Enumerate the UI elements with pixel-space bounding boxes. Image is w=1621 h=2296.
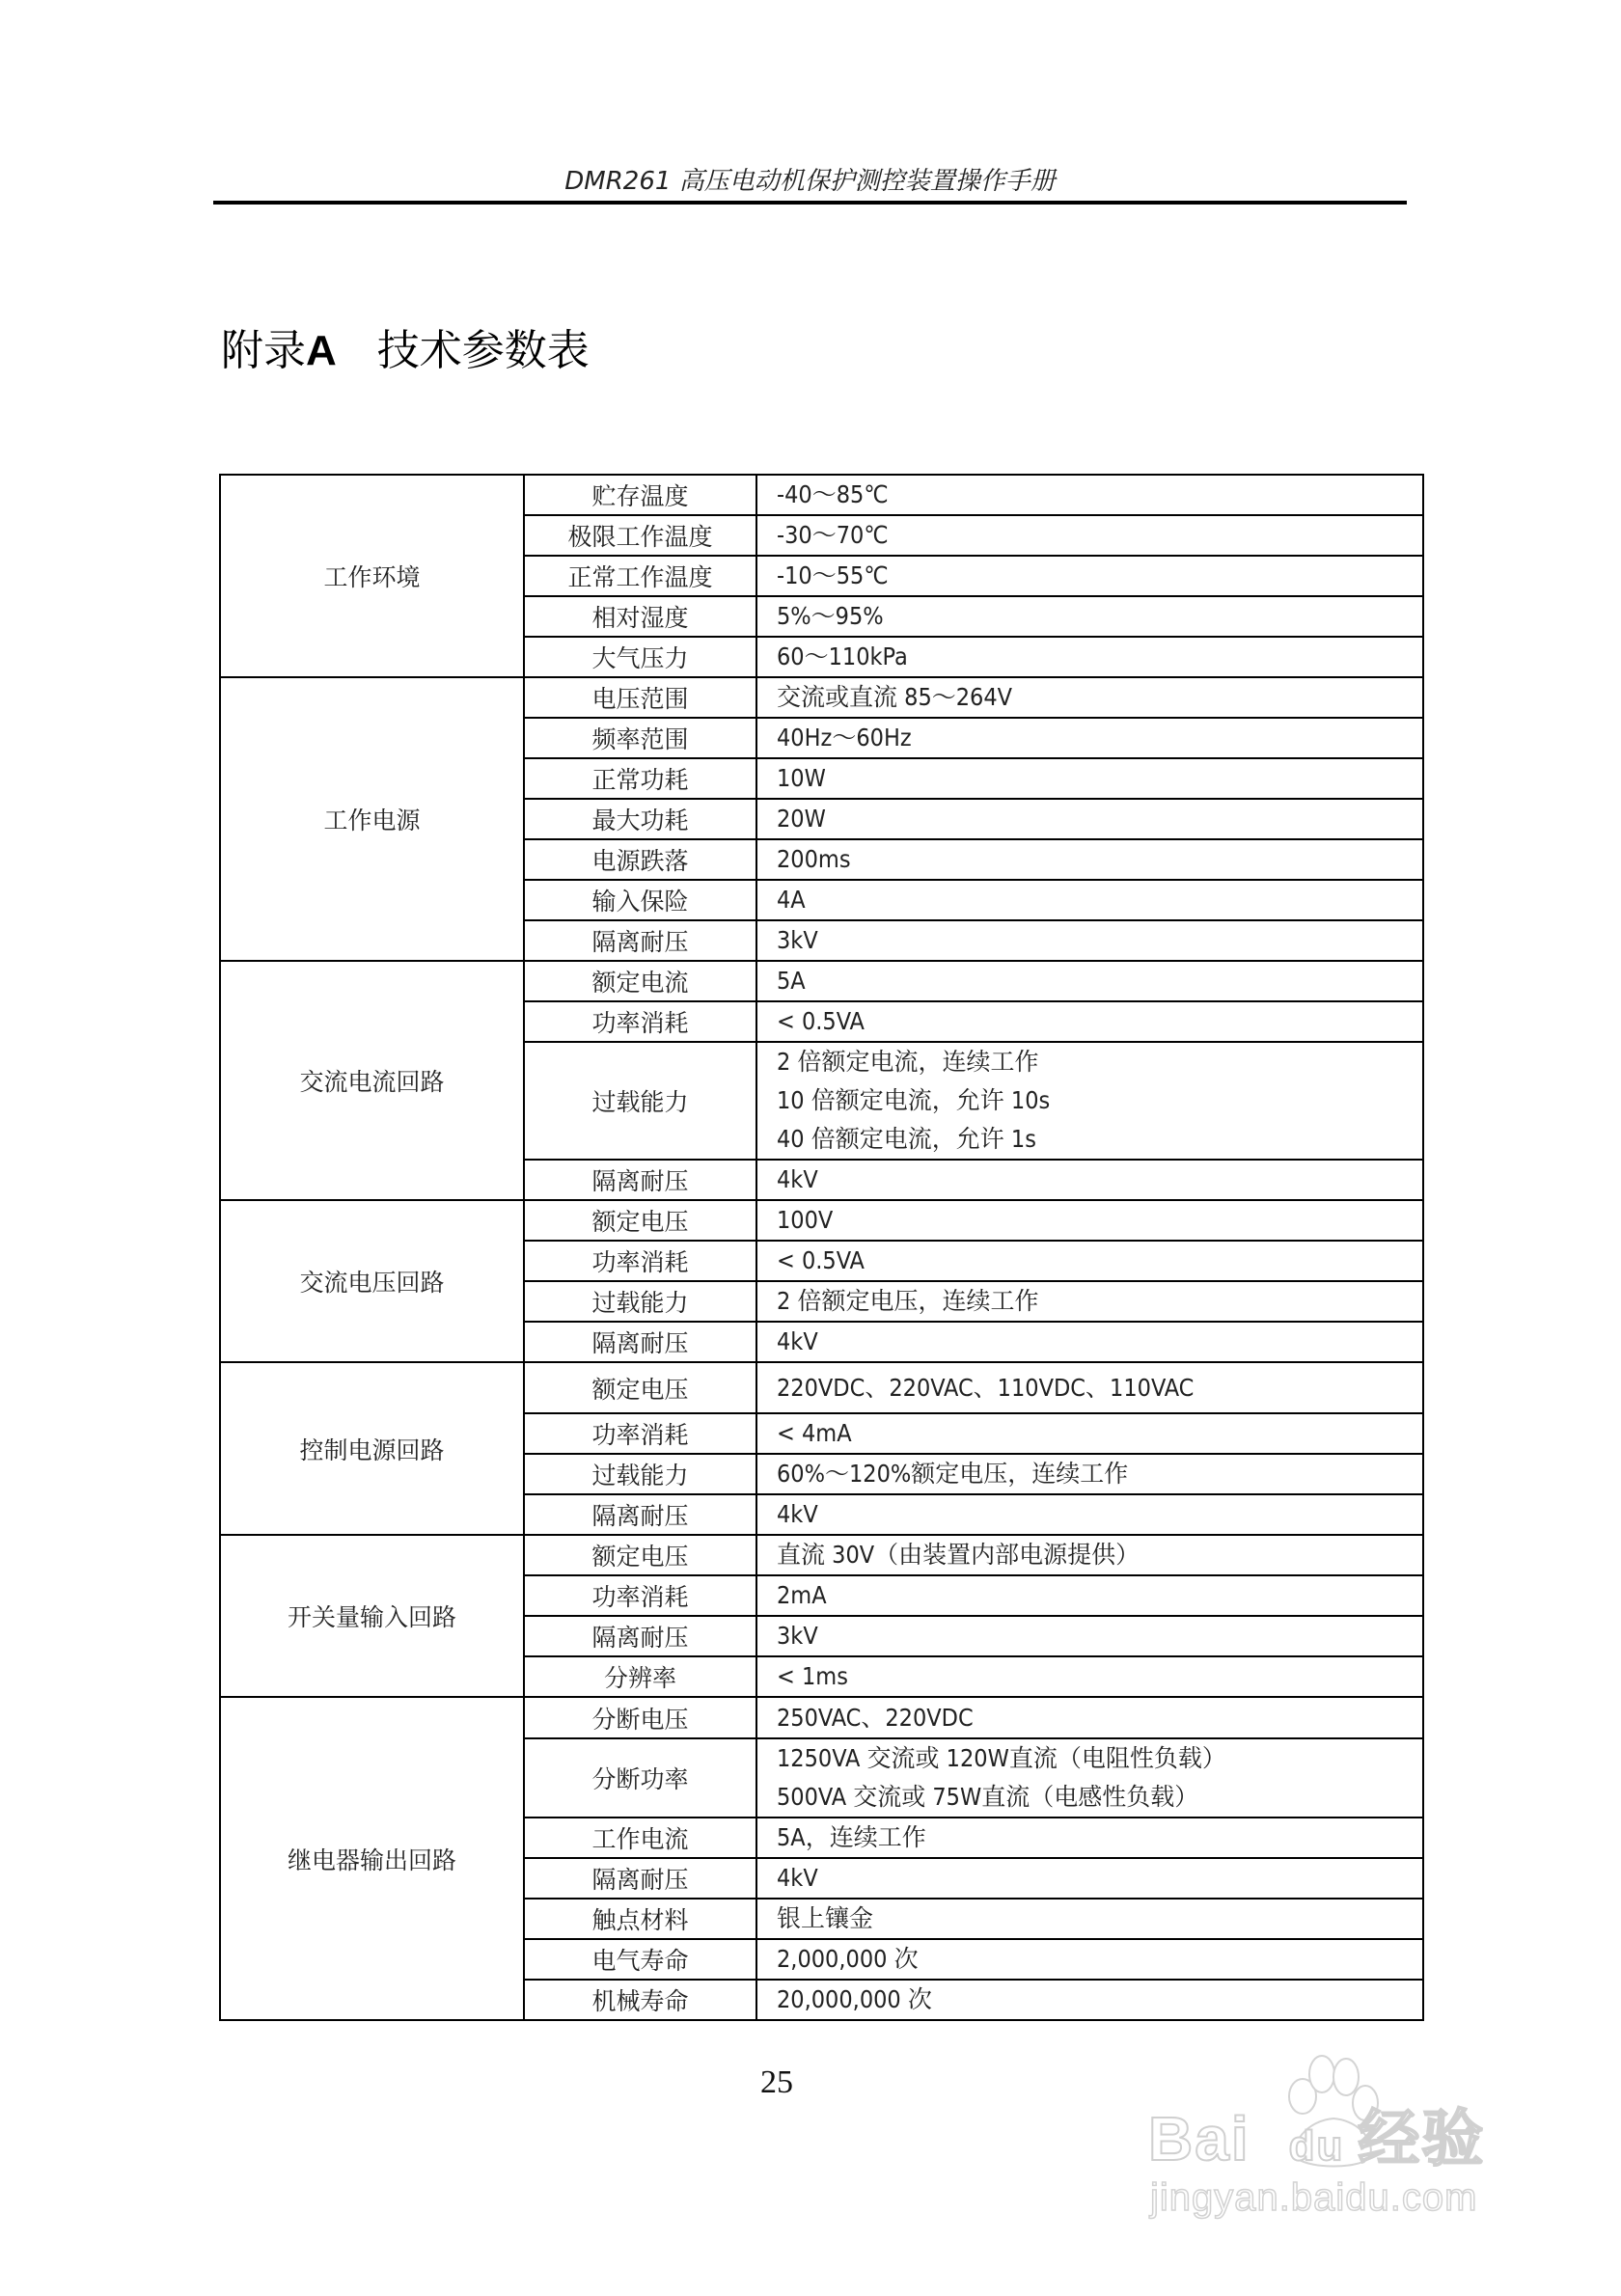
param-name: 隔离耐压 — [524, 1616, 756, 1656]
group-label: 开关量输入回路 — [220, 1535, 524, 1697]
param-name: 大气压力 — [524, 637, 756, 677]
value-line: 4kV — [777, 1327, 818, 1355]
value-line: < 0.5VA — [777, 1007, 865, 1035]
value-line: 2 倍额定电流，连续工作 — [777, 1048, 1039, 1076]
param-name: 分辨率 — [524, 1656, 756, 1697]
value-line: 10 倍额定电流，允许 10s — [777, 1086, 1051, 1114]
param-value — [756, 1200, 1423, 1241]
param-value — [756, 1858, 1423, 1899]
value-line: 1250VA 交流或 120W直流（电阻性负载） — [777, 1744, 1226, 1772]
value-line: 40Hz～60Hz — [777, 724, 912, 752]
param-value — [756, 718, 1423, 758]
param-value — [756, 1241, 1423, 1281]
param-value — [756, 1413, 1423, 1454]
param-value — [756, 1980, 1423, 2020]
param-name: 隔离耐压 — [524, 920, 756, 961]
param-name: 电压范围 — [524, 677, 756, 718]
table-row — [220, 1200, 1423, 1241]
value-line: 2 倍额定电压，连续工作 — [777, 1287, 1039, 1315]
param-name: 过载能力 — [524, 1454, 756, 1494]
param-name: 正常功耗 — [524, 758, 756, 799]
param-value — [756, 1656, 1423, 1697]
group-label: 工作电源 — [220, 677, 524, 961]
param-value — [756, 515, 1423, 556]
value-line: 银上镶金 — [777, 1904, 874, 1932]
value-line: 3kV — [777, 926, 818, 954]
page-number: 25 — [760, 2064, 793, 2100]
param-value — [756, 1697, 1423, 1738]
value-line: 20W — [777, 805, 826, 833]
param-value — [756, 1939, 1423, 1980]
value-line: 20,000,000 次 — [777, 1985, 932, 2013]
title-text: 技术参数表 — [376, 326, 590, 375]
param-value — [756, 1362, 1423, 1413]
param-name: 功率消耗 — [524, 1241, 756, 1281]
value-line: 250VAC、220VDC — [777, 1703, 974, 1732]
param-value — [756, 961, 1423, 1001]
value-line: 4kV — [777, 1864, 818, 1892]
spec-table-body — [220, 475, 1423, 2020]
value-line: 100V — [777, 1206, 834, 1234]
value-line: 直流 30V（由装置内部电源提供） — [777, 1541, 1140, 1569]
value-line: 2,000,000 次 — [777, 1945, 919, 1973]
param-value — [756, 1494, 1423, 1535]
param-name: 过载能力 — [524, 1042, 756, 1160]
watermark-url: jingyan.baidu.com — [1150, 2176, 1478, 2219]
param-value — [756, 1001, 1423, 1042]
param-name: 功率消耗 — [524, 1413, 756, 1454]
group-label: 继电器输出回路 — [220, 1697, 524, 2020]
header-divider — [213, 201, 1407, 205]
value-line: 交流或直流 85～264V — [777, 683, 1013, 711]
param-value — [756, 596, 1423, 637]
value-line: 60%～120%额定电压，连续工作 — [777, 1460, 1129, 1488]
param-name: 隔离耐压 — [524, 1160, 756, 1200]
param-value — [756, 637, 1423, 677]
value-line: 5A，连续工作 — [777, 1823, 926, 1851]
param-name: 额定电压 — [524, 1200, 756, 1241]
group-label: 控制电源回路 — [220, 1362, 524, 1535]
param-name: 频率范围 — [524, 718, 756, 758]
param-name: 分断功率 — [524, 1738, 756, 1818]
param-name: 触点材料 — [524, 1899, 756, 1939]
value-line: 40 倍额定电流，允许 1s — [777, 1125, 1036, 1153]
param-name: 功率消耗 — [524, 1001, 756, 1042]
param-name: 正常工作温度 — [524, 556, 756, 596]
value-line: 10W — [777, 764, 826, 792]
param-name: 工作电流 — [524, 1818, 756, 1858]
param-value — [756, 1899, 1423, 1939]
param-value — [756, 677, 1423, 718]
table-row — [220, 475, 1423, 515]
value-line: 4kV — [777, 1165, 818, 1193]
table-row — [220, 1697, 1423, 1738]
param-name: 相对湿度 — [524, 596, 756, 637]
group-label: 交流电流回路 — [220, 961, 524, 1200]
group-label: 工作环境 — [220, 475, 524, 677]
param-name: 电源跌落 — [524, 839, 756, 880]
param-name: 额定电压 — [524, 1535, 756, 1575]
value-line: < 0.5VA — [777, 1246, 865, 1274]
table-row — [220, 1362, 1423, 1413]
param-value — [756, 1535, 1423, 1575]
baidu-watermark — [1148, 2053, 1525, 2236]
param-value — [756, 1454, 1423, 1494]
param-value — [756, 1616, 1423, 1656]
table-row — [220, 1535, 1423, 1575]
param-name: 最大功耗 — [524, 799, 756, 839]
param-name: 过载能力 — [524, 1281, 756, 1322]
value-line: 4A — [777, 886, 806, 914]
value-line: -10～55℃ — [777, 561, 889, 589]
param-value — [756, 1575, 1423, 1616]
param-value — [756, 1738, 1423, 1818]
value-line: 2mA — [777, 1581, 827, 1609]
param-name: 额定电压 — [524, 1362, 756, 1413]
title-letter: A — [306, 327, 337, 374]
param-value — [756, 1322, 1423, 1362]
param-value — [756, 1042, 1423, 1160]
param-value — [756, 880, 1423, 920]
param-name: 隔离耐压 — [524, 1858, 756, 1899]
group-label: 交流电压回路 — [220, 1200, 524, 1362]
param-name: 极限工作温度 — [524, 515, 756, 556]
value-line: 220VDC、220VAC、110VDC、110VAC — [777, 1373, 1195, 1402]
param-name: 电气寿命 — [524, 1939, 756, 1980]
value-line: 4kV — [777, 1500, 818, 1528]
page-title — [221, 324, 590, 378]
param-value — [756, 1818, 1423, 1858]
param-value — [756, 475, 1423, 515]
param-name: 功率消耗 — [524, 1575, 756, 1616]
param-value — [756, 839, 1423, 880]
param-name: 隔离耐压 — [524, 1322, 756, 1362]
param-name: 贮存温度 — [524, 475, 756, 515]
value-line: < 1ms — [777, 1662, 848, 1690]
value-line: < 4mA — [777, 1419, 852, 1447]
value-line: 5A — [777, 967, 806, 995]
value-line: 60～110kPa — [777, 642, 908, 670]
param-name: 输入保险 — [524, 880, 756, 920]
param-name: 机械寿命 — [524, 1980, 756, 2020]
param-name: 隔离耐压 — [524, 1494, 756, 1535]
param-value — [756, 1160, 1423, 1200]
title-prefix: 附录 — [221, 326, 306, 375]
running-header: DMR261 高压电动机保护测控装置操作手册 — [564, 167, 1056, 196]
param-value — [756, 758, 1423, 799]
param-name: 分断电压 — [524, 1697, 756, 1738]
param-value — [756, 920, 1423, 961]
param-value — [756, 799, 1423, 839]
value-line: -40～85℃ — [777, 480, 889, 508]
value-line: 3kV — [777, 1622, 818, 1650]
param-name: 额定电流 — [524, 961, 756, 1001]
value-line: 5%～95% — [777, 602, 884, 630]
param-value — [756, 556, 1423, 596]
watermark-brand: Bai du 经验 — [1148, 2104, 1486, 2173]
spec-table — [219, 474, 1424, 2021]
table-row — [220, 677, 1423, 718]
value-line: 500VA 交流或 75W直流（电感性负载） — [777, 1783, 1199, 1811]
value-line: -30～70℃ — [777, 521, 889, 549]
value-line: 200ms — [777, 845, 851, 873]
param-value — [756, 1281, 1423, 1322]
table-row — [220, 961, 1423, 1001]
